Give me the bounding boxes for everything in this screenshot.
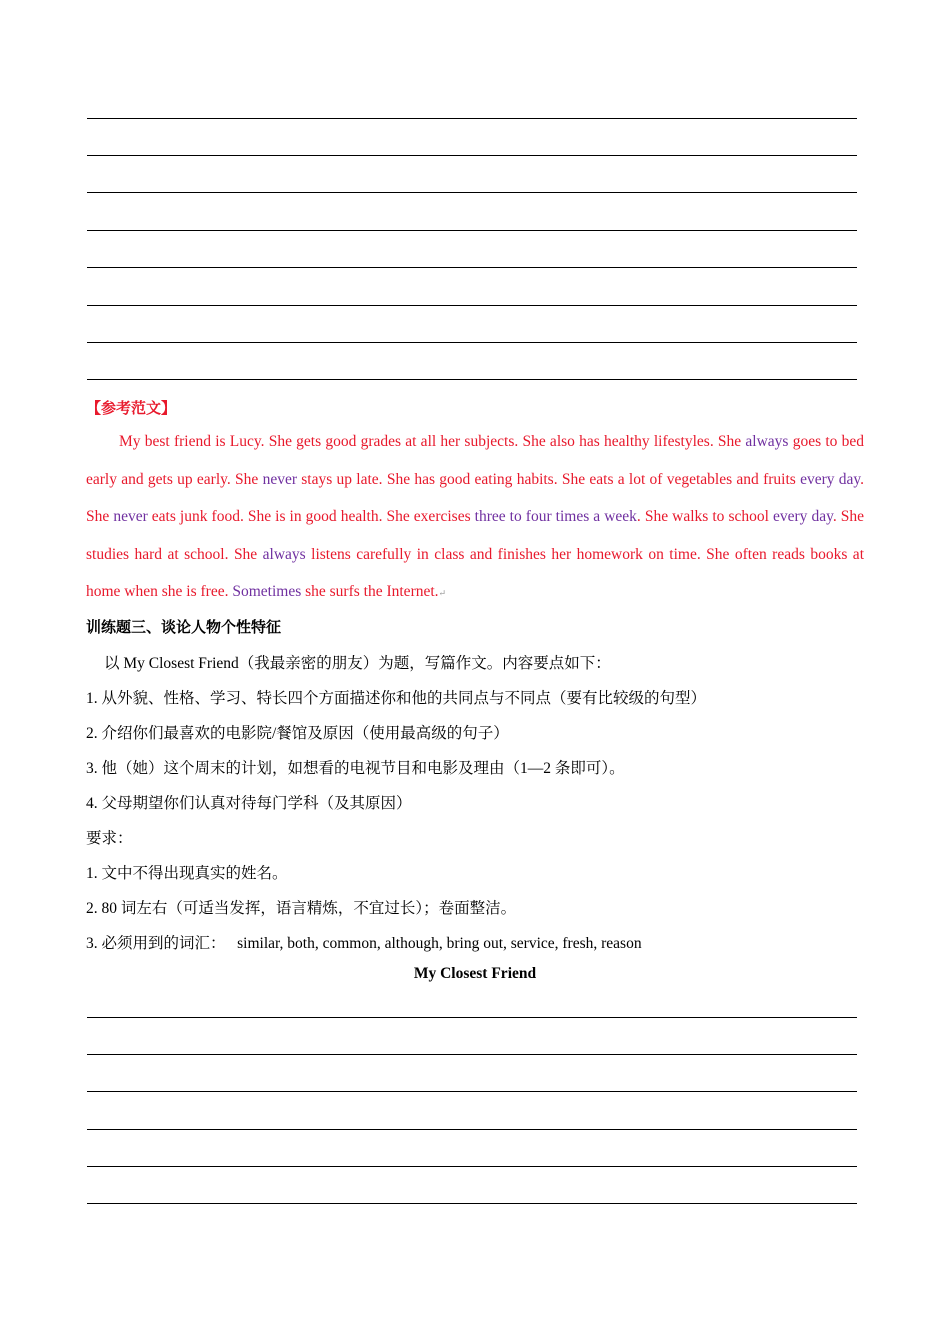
writing-line xyxy=(87,1017,857,1018)
content-point: 2. 介绍你们最喜欢的电影院/餐馆及原因（使用最高级的句子） xyxy=(86,725,509,742)
writing-line xyxy=(87,230,857,231)
requirement-item: 3. 必须用到的词汇： similar, both, common, although, bring out, service, fresh, reason xyxy=(86,935,642,952)
writing-line xyxy=(87,1203,857,1204)
essay-text: stays up late. She has good eating habits. She eats a lot of vegetables and fruits xyxy=(296,470,801,488)
content-point: 1. 从外貌、性格、学习、特长四个方面描述你和他的共同点与不同点（要有比较级的句型） xyxy=(86,690,707,707)
writing-line xyxy=(87,155,857,156)
reference-essay-heading: 【参考范文】 xyxy=(86,401,177,417)
writing-line xyxy=(87,305,857,306)
frequency-adverb: never xyxy=(262,470,297,488)
requirement-item: 2. 80 词左右（可适当发挥，语言精炼，不宜过长）；卷面整洁。 xyxy=(86,900,517,917)
requirement-item: 1. 文中不得出现真实的姓名。 xyxy=(86,865,288,882)
writing-line xyxy=(87,192,857,193)
essay-body xyxy=(86,433,864,600)
frequency-adverb: always xyxy=(262,545,306,563)
content-point: 3. 他（她）这个周末的计划，如想看的电视节目和电影及理由（1—2 条即可）。 xyxy=(86,760,625,777)
frequency-adverb: Sometimes xyxy=(232,583,302,600)
requirements-label: 要求： xyxy=(86,830,133,847)
essay-text: she surfs the Internet. xyxy=(301,583,439,600)
essay-text: goes to bed early and gets up early. She xyxy=(86,433,864,488)
frequency-adverb: every day xyxy=(800,470,861,488)
essay-text: listens carefully in class and finishes her homework on time. She often reads books at home when she is free. xyxy=(86,545,864,600)
essay-text: eats junk food. She is in good health. She exercises xyxy=(147,508,475,525)
content-point: 4. 父母期望你们认真对待每门学科（及其原因） xyxy=(86,795,412,812)
essay-text: . She studies hard at school. She xyxy=(86,508,865,563)
frequency-adverb: never xyxy=(113,508,148,525)
writing-line xyxy=(87,1129,857,1130)
reference-essay xyxy=(86,423,864,613)
writing-line xyxy=(87,342,857,343)
essay-text: My best friend is Lucy. She gets good grades at all her subjects. She also has healthy lifestyles. She xyxy=(119,433,746,450)
essay-text: . She walks to school xyxy=(636,508,773,525)
writing-line xyxy=(87,267,857,268)
writing-line xyxy=(87,379,857,380)
writing-line xyxy=(87,1166,857,1167)
writing-line xyxy=(87,1054,857,1055)
writing-line xyxy=(87,118,857,119)
paragraph-mark: ↵ xyxy=(438,588,447,598)
essay-title: My Closest Friend xyxy=(413,965,537,982)
frequency-adverb: every day xyxy=(772,508,833,525)
exercise-title: 训练题三、谈论人物个性特征 xyxy=(86,620,282,636)
essay-text: . She xyxy=(86,470,865,525)
writing-line xyxy=(87,1091,857,1092)
frequency-adverb: three to four times a week xyxy=(474,508,637,525)
frequency-adverb: always xyxy=(745,433,789,450)
task-intro: 以 My Closest Friend（我最亲密的朋友）为题，写篇作文。内容要点如下： xyxy=(104,655,611,672)
